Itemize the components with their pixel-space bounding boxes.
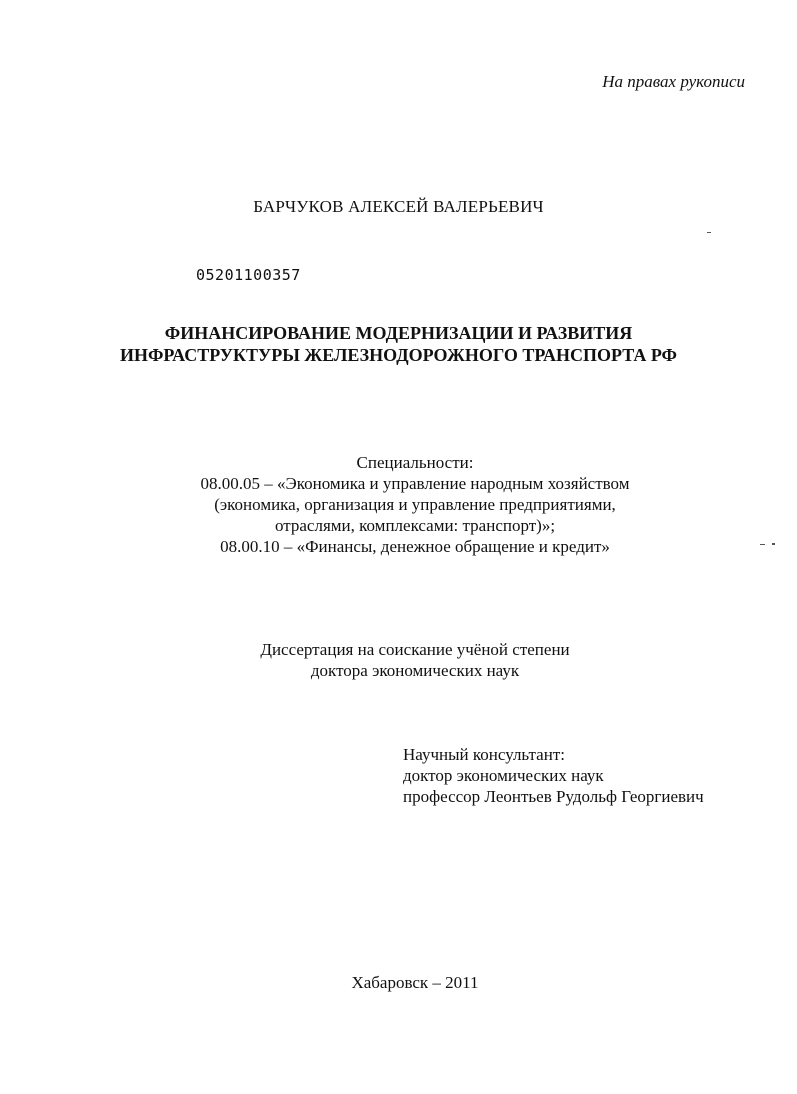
specialty-line-3: отраслями, комплексами: транспорт)»;: [274, 516, 556, 535]
specialties-block: [0, 452, 797, 557]
specialties-heading: Специальности:: [356, 453, 474, 472]
specialty-line-2: (экономика, организация и управление предприятиями,: [214, 495, 616, 514]
degree-line-1: Диссертация на соискание учёной степени: [260, 640, 570, 659]
city-year: Хабаровск – 2011: [351, 973, 479, 992]
rights-note: На правах рукописи: [602, 72, 745, 91]
title-line-2: ИНФРАСТРУКТУРЫ ЖЕЛЕЗНОДОРОЖНОГО ТРАНСПОРТА РФ: [119, 345, 678, 365]
scan-speck: [707, 232, 711, 233]
title-line-1: ФИНАНСИРОВАНИЕ МОДЕРНИЗАЦИИ И РАЗВИТИЯ: [164, 323, 633, 343]
advisor-line-3: профессор Леонтьев Рудольф Георгиевич: [403, 787, 704, 806]
scan-speck: [760, 544, 765, 545]
advisor-line-2: доктор экономических наук: [403, 766, 604, 785]
degree-line-2: доктора экономических наук: [310, 661, 520, 680]
specialty-line-4: 08.00.10 – «Финансы, денежное обращение и кредит»: [220, 537, 610, 556]
dissertation-degree: [0, 639, 797, 681]
registry-code: 05201100357: [196, 266, 301, 284]
specialty-line-1: 08.00.05 – «Экономика и управление народным хозяйством: [200, 474, 630, 493]
author-name: БАРЧУКОВ АЛЕКСЕЙ ВАЛЕРЬЕВИЧ: [253, 197, 544, 216]
dissertation-title: [0, 322, 797, 366]
scientific-advisor: [403, 744, 704, 807]
scan-speck: [772, 543, 775, 545]
advisor-line-1: Научный консультант:: [403, 745, 565, 764]
